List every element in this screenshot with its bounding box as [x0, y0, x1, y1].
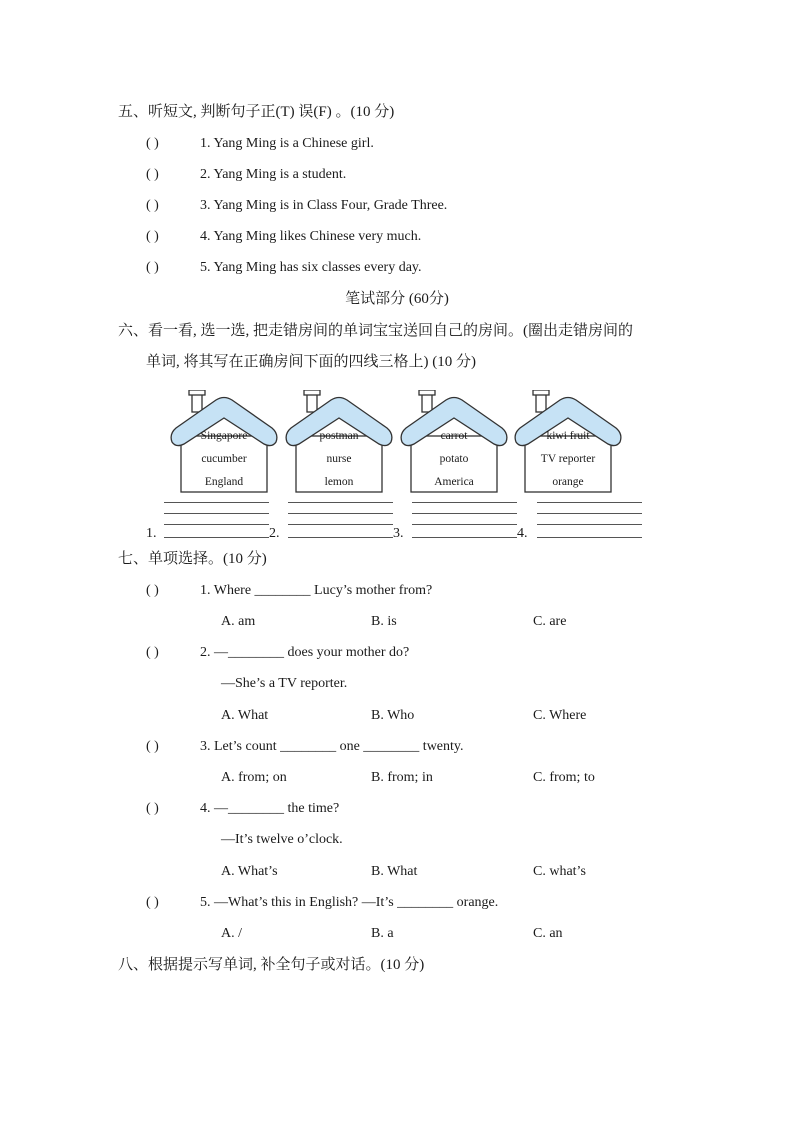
s7-q2-option-b[interactable]: B. Who	[371, 708, 415, 723]
s7-paren-1[interactable]: ( )	[146, 583, 159, 598]
s7-q2-response: —She’s a TV reporter.	[221, 676, 348, 691]
s5-item-3: 3. Yang Ming is in Class Four, Grade Three.	[200, 198, 448, 213]
house-word[interactable]: America	[434, 476, 474, 488]
s7-paren-2[interactable]: ( )	[146, 645, 159, 660]
s7-paren-3[interactable]: ( )	[146, 739, 159, 754]
s7-q2: 2. —________ does your mother do?	[200, 645, 410, 660]
house-3	[398, 390, 510, 495]
writing-grid-2[interactable]	[288, 500, 393, 540]
section6-heading: 六、看一看, 选一选, 把走错房间的单词宝宝送回自己的房间。(圈出走错房间的	[118, 323, 633, 339]
s7-q5-option-b[interactable]: B. a	[371, 926, 394, 941]
section8-heading: 八、根据提示写单词, 补全句子或对话。(10 分)	[118, 957, 425, 973]
s7-q5-option-c[interactable]: C. an	[533, 926, 563, 941]
house-word[interactable]: cucumber	[201, 453, 247, 465]
s7-paren-5[interactable]: ( )	[146, 895, 159, 910]
writing-grid-3[interactable]	[412, 500, 517, 540]
s7-q1-option-a[interactable]: A. am	[221, 614, 256, 629]
s7-q3-option-c[interactable]: C. from; to	[533, 770, 595, 785]
s5-paren-2[interactable]: ( )	[146, 167, 159, 182]
grid-number-1: 1.	[146, 526, 157, 541]
house-word[interactable]: orange	[552, 476, 584, 488]
grid-number-2: 2.	[269, 526, 280, 541]
house-word[interactable]: carrot	[440, 430, 468, 442]
s5-paren-4[interactable]: ( )	[146, 229, 159, 244]
section7-heading: 七、单项选择。(10 分)	[118, 551, 267, 567]
s7-q4-option-c[interactable]: C. what’s	[533, 864, 586, 879]
s7-paren-4[interactable]: ( )	[146, 801, 159, 816]
house-word[interactable]: potato	[439, 453, 469, 465]
s7-q5: 5. —What’s this in English? —It’s ________ orange.	[200, 895, 499, 910]
house-1	[168, 390, 280, 495]
s7-q4: 4. —________ the time?	[200, 801, 340, 816]
house-word[interactable]: nurse	[326, 453, 352, 465]
s7-q1: 1. Where ________ Lucy’s mother from?	[200, 583, 433, 598]
s5-item-1: 1. Yang Ming is a Chinese girl.	[200, 136, 374, 151]
written-part-title: 笔试部分 (60分)	[345, 291, 449, 307]
writing-grid-4[interactable]	[537, 500, 642, 540]
s7-q2-option-c[interactable]: C. Where	[533, 708, 587, 723]
s7-q2-option-a[interactable]: A. What	[221, 708, 269, 723]
house-word[interactable]: kiwi fruit	[546, 430, 590, 442]
s5-paren-3[interactable]: ( )	[146, 198, 159, 213]
s5-item-5: 5. Yang Ming has six classes every day.	[200, 260, 422, 275]
section6-heading-cont: 单词, 将其写在正确房间下面的四线三格上) (10 分)	[146, 354, 476, 370]
s7-q1-option-c[interactable]: C. are	[533, 614, 567, 629]
s7-q4-option-b[interactable]: B. What	[371, 864, 418, 879]
s7-q5-option-a[interactable]: A. /	[221, 926, 242, 941]
house-2	[283, 390, 395, 495]
grid-number-3: 3.	[393, 526, 404, 541]
s5-item-2: 2. Yang Ming is a student.	[200, 167, 347, 182]
s7-q3-option-a[interactable]: A. from; on	[221, 770, 287, 785]
writing-grid-1[interactable]	[164, 500, 269, 540]
s7-q4-option-a[interactable]: A. What’s	[221, 864, 278, 879]
s7-q3: 3. Let’s count ________ one ________ twenty.	[200, 739, 464, 754]
house-word[interactable]: TV reporter	[540, 453, 596, 465]
house-word[interactable]: postman	[319, 430, 359, 442]
house-word[interactable]: England	[204, 476, 244, 488]
grid-number-4: 4.	[517, 526, 528, 541]
s5-paren-5[interactable]: ( )	[146, 260, 159, 275]
section5-heading: 五、听短文, 判断句子正(T) 误(F) 。(10 分)	[118, 104, 395, 120]
s7-q3-option-b[interactable]: B. from; in	[371, 770, 433, 785]
s5-paren-1[interactable]: ( )	[146, 136, 159, 151]
house-word[interactable]: Singapore	[200, 430, 248, 442]
house-word[interactable]: lemon	[324, 476, 354, 488]
s7-q4-response: —It’s twelve o’clock.	[221, 832, 343, 847]
s5-item-4: 4. Yang Ming likes Chinese very much.	[200, 229, 422, 244]
house-4	[512, 390, 624, 495]
s7-q1-option-b[interactable]: B. is	[371, 614, 397, 629]
